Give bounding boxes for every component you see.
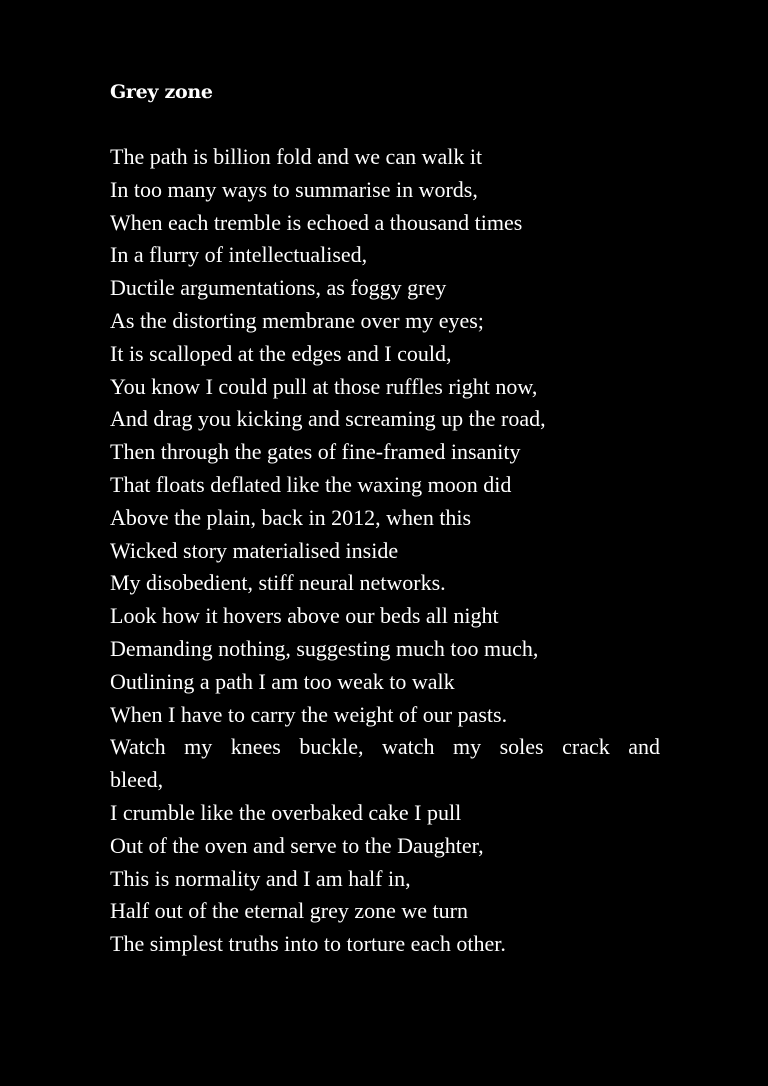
poem-line: Above the plain, back in 2012, when this: [110, 504, 472, 530]
poem-line: When each tremble is echoed a thousand times: [110, 209, 523, 235]
poem-line: Wicked story materialised inside: [110, 537, 399, 563]
poem-body: [110, 141, 660, 961]
poem-line: It is scalloped at the edges and I could,: [110, 340, 452, 366]
poem-line: My disobedient, stiff neural networks.: [110, 570, 446, 596]
poem-line: Half out of the eternal grey zone we turn: [110, 898, 468, 924]
poem-line: Ductile argumentations, as foggy grey: [110, 275, 447, 301]
poem-line: Demanding nothing, suggesting much too much,: [110, 635, 539, 661]
poem-line: Watch my knees buckle, watch my soles crack and: [110, 734, 660, 760]
poem-line: In too many ways to summarise in words,: [110, 176, 478, 202]
poem-line: You know I could pull at those ruffles right now,: [110, 373, 538, 399]
poem-line: Out of the oven and serve to the Daughter,: [110, 832, 484, 858]
poem-line: This is normality and I am half in,: [110, 865, 411, 891]
poem-line: And drag you kicking and screaming up the road,: [110, 406, 546, 432]
poem-line: I crumble like the overbaked cake I pull: [110, 799, 462, 825]
poem-line: The path is billion fold and we can walk it: [110, 144, 483, 169]
poem-line: Then through the gates of fine-framed insanity: [110, 439, 521, 465]
poem-line: In a flurry of intellectualised,: [110, 242, 368, 268]
poem-line: Look how it hovers above our beds all night: [110, 603, 499, 629]
poem-title: Grey zone: [110, 81, 213, 103]
poem-line: bleed,: [110, 767, 164, 793]
poem-line: Outlining a path I am too weak to walk: [110, 668, 455, 694]
poem-line: As the distorting membrane over my eyes;: [110, 307, 484, 333]
poem-line: When I have to carry the weight of our pasts.: [110, 701, 508, 727]
poem-line: The simplest truths into to torture each other.: [110, 931, 506, 957]
poem-line: That floats deflated like the waxing moon did: [110, 471, 512, 497]
